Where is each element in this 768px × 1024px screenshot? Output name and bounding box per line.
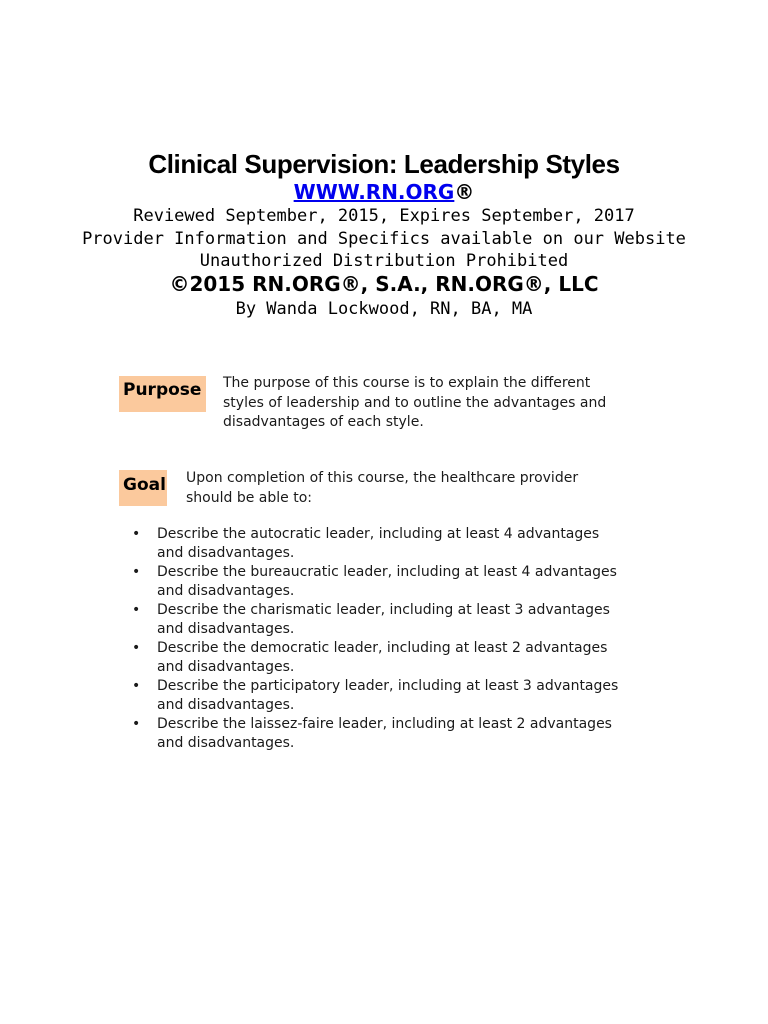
bullet-icon: •	[132, 526, 141, 542]
goal-label: Goal	[119, 470, 167, 506]
bullet-icon: •	[132, 716, 141, 732]
objective-line: and disadvantages.	[157, 583, 295, 599]
purpose-line: disadvantages of each style.	[223, 414, 424, 430]
objective-line: Describe the bureaucratic leader, including at least 4 advantages	[157, 564, 617, 580]
registered-mark: ®	[454, 180, 475, 204]
website-link[interactable]: WWW.RN.ORG	[293, 180, 455, 204]
document-title: Clinical Supervision: Leadership Styles	[148, 149, 620, 179]
bullet-icon: •	[132, 678, 141, 694]
list-item	[130, 563, 690, 601]
purpose-line: styles of leadership and to outline the advantages and	[223, 394, 607, 411]
purpose-text	[223, 374, 663, 433]
objective-line: Describe the charismatic leader, including at least 3 advantages	[157, 602, 610, 618]
objective-line: Describe the democratic leader, including at least 2 advantages	[157, 640, 608, 656]
objective-line: and disadvantages.	[157, 545, 295, 561]
objective-line: and disadvantages.	[157, 659, 295, 675]
list-item	[130, 715, 690, 753]
goal-text	[186, 469, 646, 508]
goal-line: should be able to:	[186, 489, 312, 506]
objective-line: and disadvantages.	[157, 735, 295, 751]
distribution-notice: Unauthorized Distribution Prohibited	[199, 251, 569, 271]
site-line	[0, 178, 768, 206]
list-item	[130, 601, 690, 639]
bullet-icon: •	[132, 602, 141, 618]
objective-line: Describe the autocratic leader, including at least 4 advantages	[157, 526, 600, 542]
purpose-line: The purpose of this course is to explain the different	[223, 375, 591, 391]
objectives-list	[130, 525, 690, 753]
objective-line: and disadvantages.	[157, 697, 295, 713]
copyright-line: ©2015 RN.ORG®, S.A., RN.ORG®, LLC	[169, 272, 599, 296]
bullet-icon: •	[132, 640, 141, 656]
provider-info: Provider Information and Specifics available on our Website	[82, 229, 686, 249]
list-item	[130, 677, 690, 715]
author-line: By Wanda Lockwood, RN, BA, MA	[235, 299, 533, 319]
objective-line: Describe the laissez-faire leader, including at least 2 advantages	[157, 716, 612, 732]
purpose-label: Purpose	[119, 376, 206, 412]
review-dates: Reviewed September, 2015, Expires September, 2017	[133, 206, 635, 226]
objective-line: Describe the participatory leader, including at least 3 advantages	[157, 678, 619, 694]
objective-line: and disadvantages.	[157, 621, 295, 637]
list-item	[130, 639, 690, 677]
bullet-icon: •	[132, 564, 141, 580]
list-item	[130, 525, 690, 563]
goal-line: Upon completion of this course, the healthcare provider	[186, 470, 579, 486]
